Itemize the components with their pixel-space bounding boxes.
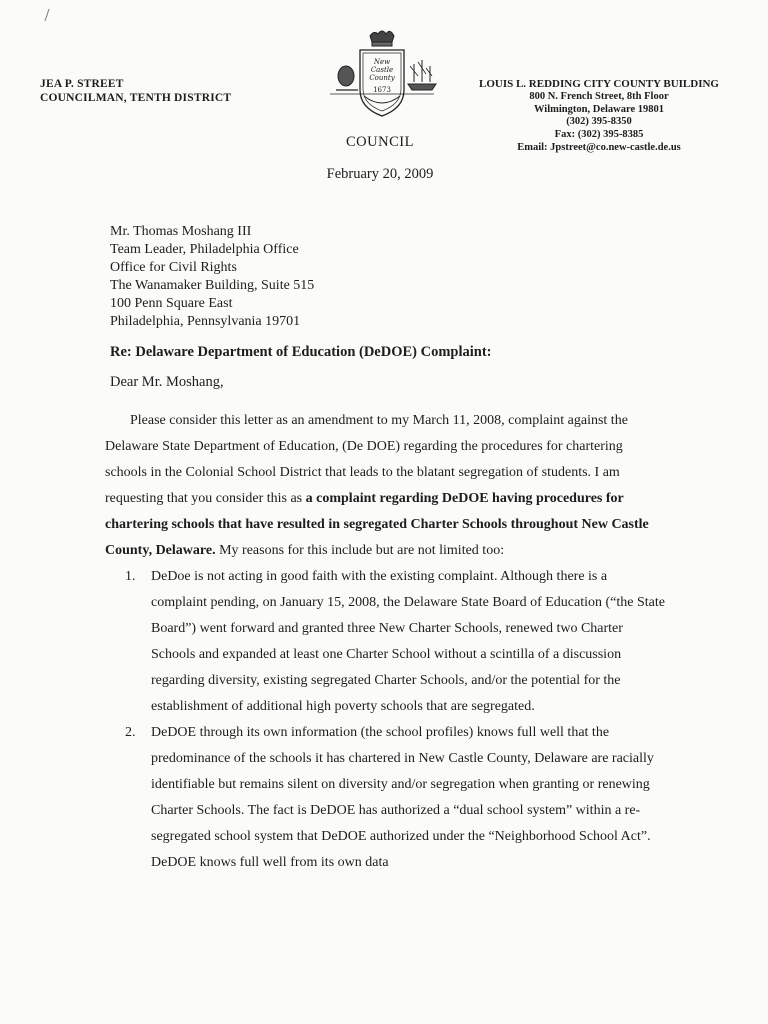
seal-year: 1673 bbox=[373, 86, 391, 94]
office-city: Wilmington, Delaware 19801 bbox=[534, 103, 664, 115]
office-email: Email: Jpstreet@co.new-castle.de.us bbox=[517, 141, 681, 153]
county-seal bbox=[326, 26, 438, 126]
reasons-list bbox=[105, 564, 665, 876]
list-item bbox=[105, 564, 665, 720]
office-street: 800 N. French Street, 8th Floor bbox=[529, 90, 669, 102]
subject-line: Re: Delaware Department of Education (DeDOE) Complaint: bbox=[110, 344, 492, 360]
list-item-text: DeDoe is not acting in good faith with the existing complaint. Although there is a complaint pending, on January 15, 2008, the Delaware State Board of Education (“the State Board”) went forward and granted three New Charter Schools, renewed two Charter Schools and expanded at least one Charter School without a scintilla of a discussion regarding diversity, existing segregated Charter Schools, and/or the potential for the establishment of additional high poverty schools that are segregated. bbox=[151, 569, 665, 714]
list-item-number: 2. bbox=[125, 725, 136, 740]
seal-text-county: County bbox=[369, 74, 395, 82]
sender-title: COUNCILMAN, TENTH DISTRICT bbox=[40, 92, 232, 104]
letter-body bbox=[105, 408, 665, 876]
office-address-block bbox=[468, 78, 730, 155]
recipient-line: Team Leader, Philadelphia Office bbox=[110, 242, 299, 257]
recipient-line: Philadelphia, Pennsylvania 19701 bbox=[110, 314, 301, 329]
office-fax: Fax: (302) 395-8385 bbox=[554, 129, 644, 141]
list-item-text: DeDOE through its own information (the school profiles) knows full well that the predominance of the schools it has chartered in New Castle County, Delaware are racially identifiable but remains silent on diversity and/or segregation when granting or renewing Charter Schools. The fact is DeDOE has authorized a “dual school system” within a re-segregated school system that DeDOE authorized under the “Neighborhood School Act”. DeDOE knows full well from its own data bbox=[151, 725, 654, 870]
recipient-line: Office for Civil Rights bbox=[110, 260, 237, 275]
seal-text-new: New bbox=[373, 58, 391, 66]
intro-text-1: Please consider this letter as an amendment to my March 11, 2008, complaint against the Delaware State Department of Education, (De DOE) regarding the procedures for chartering schools in the Colonial School District that leads to the blatant segregation of students. I am requesting that you consider this as bbox=[105, 413, 628, 506]
recipient-line: The Wanamaker Building, Suite 515 bbox=[110, 278, 315, 293]
sender-block bbox=[40, 77, 231, 105]
stray-pen-mark bbox=[44, 8, 50, 22]
intro-paragraph bbox=[105, 408, 665, 564]
office-phone: (302) 395-8350 bbox=[566, 116, 632, 128]
recipient-address bbox=[110, 223, 314, 331]
office-building: LOUIS L. REDDING CITY COUNTY BUILDING bbox=[478, 78, 719, 90]
salutation: Dear Mr. Moshang, bbox=[110, 374, 224, 390]
intro-bold-statement: a complaint regarding DeDOE having procedures for chartering schools that have resulted in segregated Charter Schools throughout New Castle County, Delaware. bbox=[105, 491, 649, 558]
list-item-number: 1. bbox=[125, 569, 136, 584]
recipient-line: 100 Penn Square East bbox=[110, 296, 233, 311]
council-heading: COUNCIL bbox=[346, 134, 414, 150]
letter-date: February 20, 2009 bbox=[326, 166, 434, 182]
list-item bbox=[105, 720, 665, 876]
sender-name: JEA P. STREET bbox=[40, 78, 124, 90]
seal-text-castle: Castle bbox=[370, 66, 394, 74]
intro-text-2: My reasons for this include but are not limited too: bbox=[215, 543, 505, 558]
recipient-line: Mr. Thomas Moshang III bbox=[110, 224, 252, 239]
